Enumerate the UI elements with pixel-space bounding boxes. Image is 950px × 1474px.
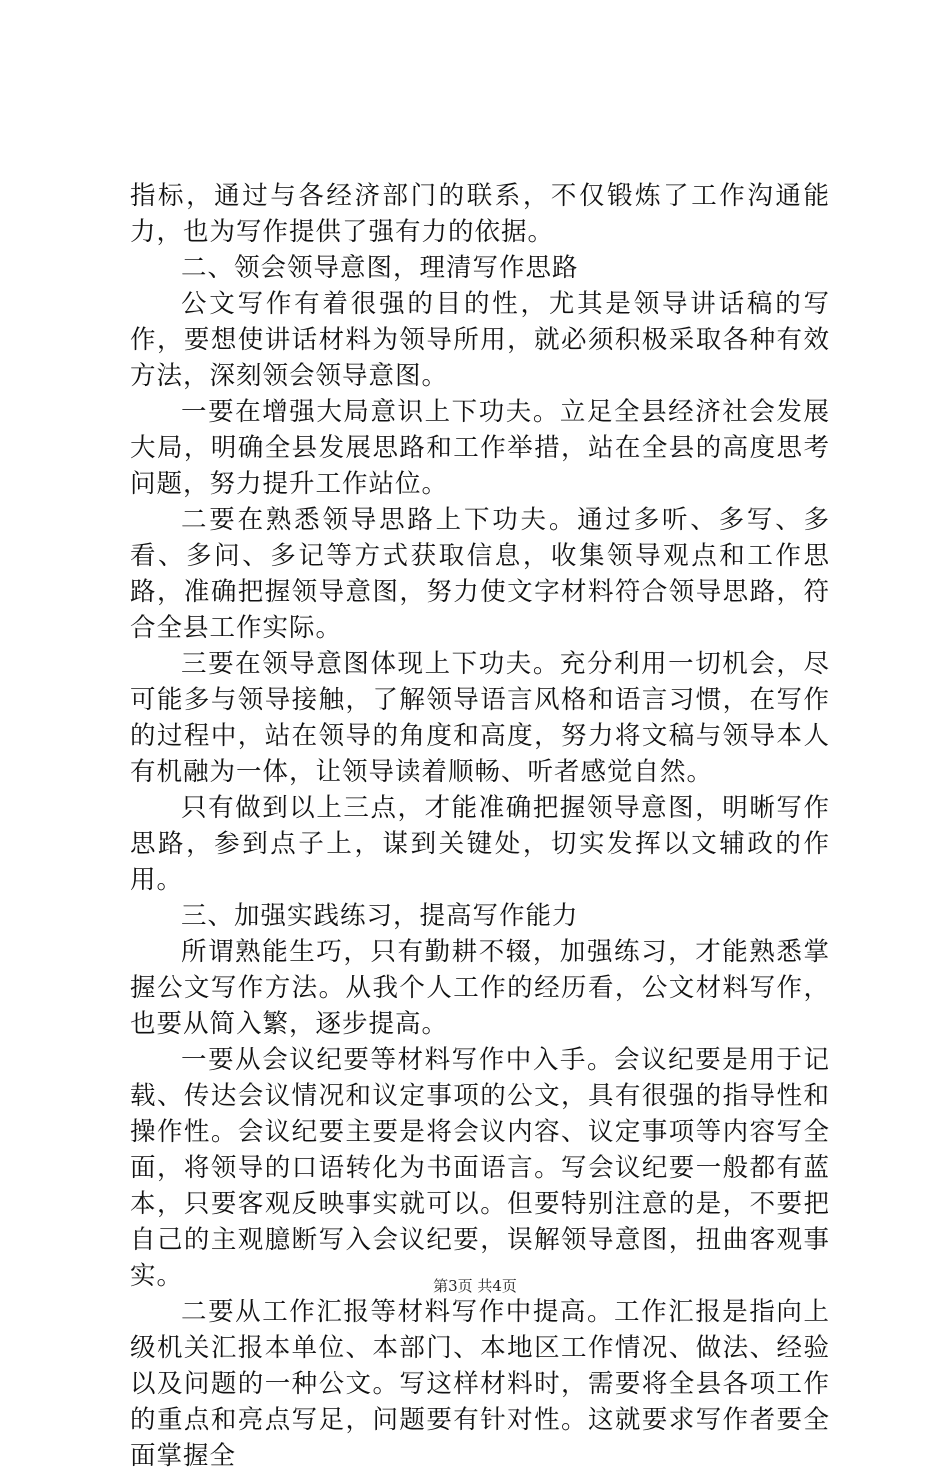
page-number-footer: 第3页 共4页 bbox=[433, 1277, 517, 1295]
paragraph: 一要从会议纪要等材料写作中入手。会议纪要是用于记载、传达会议情况和议定事项的公文，具有很强的指导性和操作性。会议纪要主要是将会议内容、议定事项等内容写全面，将领导的口语转化为书面语言。写会议纪要一般都有蓝本，只要客观反映事实就可以。但要特别注意的是，不要把自己的主观臆断写入会议纪要，误解领导意图，扭曲客观事实。 bbox=[130, 1045, 830, 1291]
paragraph: 三要在领导意图体现上下功夫。充分利用一切机会，尽可能多与领导接触，了解领导语言风格和语言习惯，在写作的过程中，站在领导的角度和高度，努力将文稿与领导本人有机融为一体，让领导读着顺畅、听者感觉自然。 bbox=[130, 649, 830, 787]
paragraph: 所谓熟能生巧，只有勤耕不辍，加强练习，才能熟悉掌握公文写作方法。从我个人工作的经历看，公文材料写作，也要从简入繁，逐步提高。 bbox=[130, 937, 830, 1039]
paragraph: 一要在增强大局意识上下功夫。立足全县经济社会发展大局，明确全县发展思路和工作举措，站在全县的高度思考问题，努力提升工作站位。 bbox=[130, 397, 830, 499]
paragraph: 公文写作有着很强的目的性，尤其是领导讲话稿的写作，要想使讲话材料为领导所用，就必须积极采取各种有效方法，深刻领会领导意图。 bbox=[130, 289, 830, 391]
paragraph: 二要在熟悉领导思路上下功夫。通过多听、多写、多看、多问、多记等方式获取信息，收集领导观点和工作思路，准确把握领导意图，努力使文字材料符合领导思路，符合全县工作实际。 bbox=[130, 505, 830, 643]
paragraph-continuation: 指标，通过与各经济部门的联系，不仅锻炼了工作沟通能力，也为写作提供了强有力的依据。 bbox=[130, 181, 830, 247]
paragraph: 只有做到以上三点，才能准确把握领导意图，明晰写作思路，参到点子上，谋到关键处，切实发挥以文辅政的作用。 bbox=[130, 793, 830, 895]
section-heading-2: 二、领会领导意图，理清写作思路 bbox=[181, 253, 579, 283]
section-heading-3: 三、加强实践练习，提高写作能力 bbox=[181, 901, 579, 931]
paragraph: 二要从工作汇报等材料写作中提高。工作汇报是指向上级机关汇报本单位、本部门、本地区工作情况、做法、经验以及问题的一种公文。写这样材料时，需要将全县各项工作的重点和亮点写足，问题要有针对性。这就要求写作者要全面掌握全 bbox=[130, 1297, 830, 1471]
